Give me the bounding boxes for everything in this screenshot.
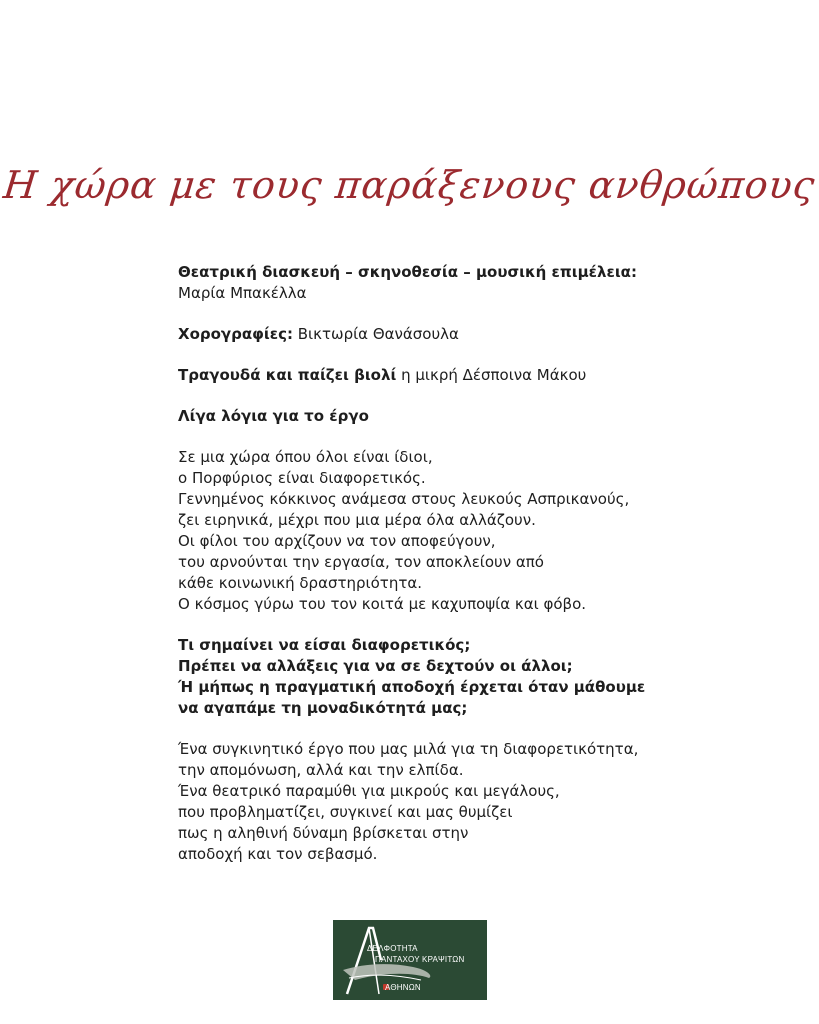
- text-line: την απομόνωση, αλλά και την ελπίδα.: [178, 761, 464, 779]
- about-heading-block: [178, 406, 738, 427]
- question-line: να αγαπάμε τη μοναδικότητά μας;: [178, 699, 468, 717]
- text-line: κάθε κοινωνική δραστηριότητα.: [178, 574, 423, 592]
- text-line: ζει ειρηνικά, μέχρι που μια μέρα όλα αλλάζουν.: [178, 511, 536, 529]
- choreography-name: Βικτωρία Θανάσουλα: [293, 325, 459, 343]
- text-line: που προβληματίζει, συγκινεί και μας θυμίζει: [178, 803, 513, 821]
- choreography-label: Χορογραφίες:: [178, 325, 293, 343]
- text-line: Γεννημένος κόκκινος ανάμεσα στους λευκούς Ασπρικανούς,: [178, 490, 630, 508]
- credits-direction: [178, 262, 738, 304]
- page-title: Η χώρα με τους παράξενους ανθρώπους: [1, 163, 818, 207]
- direction-label: Θεατρική διασκευή – σκηνοθεσία – μουσική επιμέλεια:: [178, 263, 637, 281]
- singer-name: η μικρή Δέσποινα Μάκου: [396, 366, 587, 384]
- singer-label: Τραγουδά και παίζει βιολί: [178, 366, 397, 384]
- about-heading: Λίγα λόγια για το έργο: [178, 407, 369, 425]
- text-line: ο Πορφύριος είναι διαφορετικός.: [178, 469, 426, 487]
- credits-choreography: [178, 324, 738, 345]
- text-line: του αρνούνται την εργασία, τον αποκλείουν από: [178, 553, 544, 571]
- story-paragraph: [178, 447, 738, 615]
- questions-paragraph: [178, 635, 738, 719]
- text-line: Ένα θεατρικό παραμύθι για μικρούς και μεγάλους,: [178, 782, 560, 800]
- closing-paragraph: [178, 739, 738, 865]
- question-line: Τι σημαίνει να είσαι διαφορετικός;: [178, 636, 471, 654]
- text-line: πως η αληθινή δύναμη βρίσκεται στην: [178, 824, 469, 842]
- text-line: Σε μια χώρα όπου όλοι είναι ίδιοι,: [178, 448, 433, 466]
- text-line: Οι φίλοι του αρχίζουν να τον αποφεύγουν,: [178, 532, 496, 550]
- question-line: Πρέπει να αλλάξεις για να σε δεχτούν οι άλλοι;: [178, 657, 573, 675]
- text-line: αποδοχή και τον σεβασμό.: [178, 845, 378, 863]
- logo-line-3: ΑΘΗΝΩΝ: [385, 983, 421, 992]
- logo-line-2: ΠΑΝΤΑΧΟΥ ΚΡΑΨΙΤΩΝ: [375, 955, 465, 964]
- logo-line-1: ΔΕΛΦΟΤΗΤΑ: [367, 944, 418, 953]
- main-content: [178, 262, 738, 885]
- text-line: Ο κόσμος γύρω του τον κοιτά με καχυποψία και φόβο.: [178, 595, 587, 613]
- credits-singer: [178, 365, 738, 386]
- direction-name: Μαρία Μπακέλλα: [178, 284, 307, 302]
- text-line: Ένα συγκινητικό έργο που μας μιλά για τη διαφορετικότητα,: [178, 740, 639, 758]
- question-line: Ή μήπως η πραγματική αποδοχή έρχεται όταν μάθουμε: [178, 678, 646, 696]
- brotherhood-logo: [333, 920, 487, 1000]
